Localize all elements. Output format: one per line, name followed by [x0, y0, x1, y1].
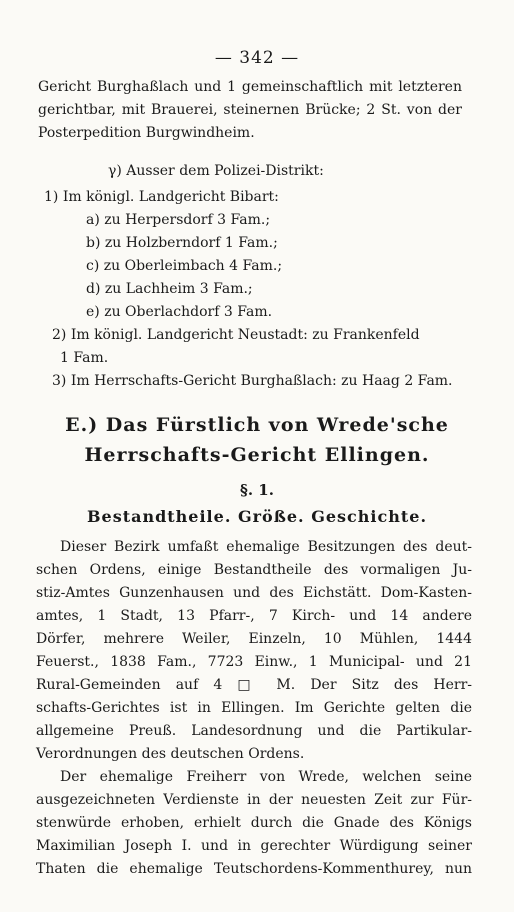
text-line: schen Ordens, einige Bestandtheile des vormaligen Ju- [36, 562, 472, 578]
text-line: stenwürde erhoben, erhielt durch die Gnade des Königs [36, 815, 472, 831]
list-item: 1 Fam. [60, 350, 109, 366]
list-item: a) zu Herpersdorf 3 Fam.; [86, 212, 271, 228]
text-line: Dörfer, mehrere Weiler, Einzeln, 10 Mühlen, 1444 [36, 631, 472, 647]
list-item: d) zu Lachheim 3 Fam.; [86, 281, 253, 297]
body-paragraph-2 [36, 766, 472, 881]
text-line: Gericht Burghaßlach und 1 gemeinschaftlich mit letzteren [38, 79, 462, 95]
page-number: — 342 — [214, 48, 300, 68]
text-line: Der ehemalige Freiherr von Wrede, welchen seine [60, 769, 472, 785]
text-line: ausgezeichneten Verdienste in der neuesten Zeit zur Für- [36, 792, 472, 808]
text-line: amtes, 1 Stadt, 13 Pfarr-, 7 Kirch- und 14 andere [36, 608, 472, 624]
text-line: schafts-Gerichtes ist in Ellingen. Im Gerichte gelten die [36, 700, 472, 716]
subheading: Bestandtheile. Größe. Geschichte. [86, 507, 428, 526]
text-line: Feuerst., 1838 Fam., 7723 Einw., 1 Municipal- und 21 [36, 654, 472, 670]
text-line: gerichtbar, mit Brauerei, steinernen Brücke; 2 St. von der [38, 102, 462, 118]
body-paragraph-1 [36, 536, 472, 766]
list-item: 3) Im Herrschafts-Gericht Burghaßlach: zu Haag 2 Fam. [52, 373, 453, 389]
text-line: Thaten die ehemalige Teutschordens-Kommenthurey, nun [36, 861, 472, 877]
list-item: b) zu Holzberndorf 1 Fam.; [86, 235, 278, 251]
text-line: Maximilian Joseph I. und in gerechter Würdigung seiner [36, 838, 472, 854]
text-line: Verordnungen des deutschen Ordens. [36, 746, 305, 762]
chapter-heading-line2: Herrschafts-Gericht Ellingen. [84, 444, 430, 466]
list-item: 2) Im königl. Landgericht Neustadt: zu Frankenfeld [52, 327, 420, 343]
list-item: c) zu Oberleimbach 4 Fam.; [86, 258, 283, 274]
top-paragraph [38, 76, 462, 145]
text-line: stiz-Amtes Gunzenhausen und des Eichstätt. Dom-Kasten- [36, 585, 472, 601]
section-mark: §. 1. [240, 481, 274, 499]
list-item: 1) Im königl. Landgericht Bibart: [44, 189, 279, 205]
text-line: Posterpedition Burgwindheim. [38, 125, 255, 141]
list-item: e) zu Oberlachdorf 3 Fam. [86, 304, 273, 320]
chapter-heading-line1: E.) Das Fürstlich von Wrede'sche [65, 414, 449, 436]
text-line: Dieser Bezirk umfaßt ehemalige Besitzungen des deut- [60, 539, 472, 555]
text-line: Rural-Gemeinden auf 4 □ M. Der Sitz des Herr- [36, 677, 472, 693]
section-gamma-heading: γ) Ausser dem Polizei-Distrikt: [108, 163, 324, 179]
text-line: allgemeine Preuß. Landesordnung und die Partikular- [36, 723, 472, 739]
place-list [38, 186, 462, 393]
